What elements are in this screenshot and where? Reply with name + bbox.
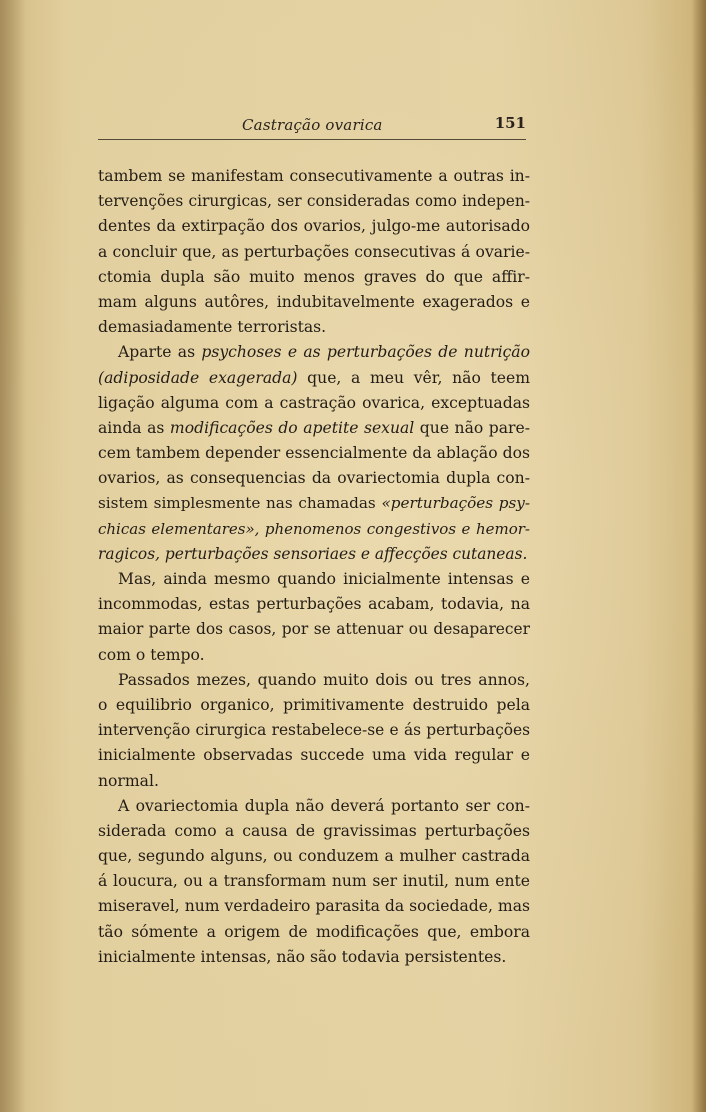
running-title: Castração ovarica <box>242 116 383 134</box>
text-line: tervenções cirurgicas, ser consideradas como indepen- <box>98 192 530 211</box>
italic-run: modificações do apetite sexual <box>169 418 415 437</box>
text-line: incommodas, estas perturbações acabam, todavia, na <box>98 595 530 614</box>
text-line: a concluir que, as perturbações consecutivas á ovarie- <box>98 242 530 261</box>
paragraph-4 <box>98 668 530 794</box>
text-line: demasiadamente terroristas. <box>98 318 327 337</box>
text-line: ovarios, as consequencias da ovariectomia dupla con- <box>98 469 530 488</box>
text-line: Passados mezes, quando muito dois ou tres annos, <box>118 670 530 689</box>
text-run: que não pare- <box>414 418 530 437</box>
text-line: miseravel, num verdadeiro parasita da sociedade, mas <box>98 897 530 916</box>
text-line: tão sómente a origem de modificações que, embora <box>98 922 530 941</box>
text-line <box>98 366 530 391</box>
text-run: ainda as <box>98 418 170 437</box>
text-line: Mas, ainda mesmo quando inicialmente intensas e <box>118 570 530 588</box>
paragraph-1 <box>98 164 530 340</box>
italic-run: chicas elementares», <box>98 519 260 538</box>
body-text <box>98 164 530 970</box>
paragraph-5 <box>98 794 530 970</box>
text-line: intervenção cirurgica restabelece-se e ás perturbações <box>98 721 530 740</box>
text-line <box>98 416 530 441</box>
text-line: inicialmente intensas, não são todavia persistentes. <box>98 947 507 966</box>
page-edge <box>692 0 706 1112</box>
text-line: dentes da extirpação dos ovarios, julgo-me autorisado <box>98 217 530 236</box>
text-line <box>98 340 530 365</box>
text-line: á loucura, ou a transformam num ser inutil, num ente <box>98 872 530 891</box>
text-line: que, segundo alguns, ou conduzem a mulher castrada <box>98 847 530 866</box>
text-run: Aparte as <box>118 343 202 362</box>
italic-run: «perturbações psy- <box>381 494 530 513</box>
italic-run: (adiposidade exagerada) <box>98 368 298 387</box>
header-rule <box>98 139 526 140</box>
italic-run: psychoses e as perturbações de nutrição <box>201 343 530 362</box>
italic-run: phenomenos congestivos e hemor- <box>259 519 530 538</box>
text-line: inicialmente observadas succede uma vida regular e <box>98 746 530 765</box>
text-line <box>98 517 530 542</box>
paragraph-2 <box>98 340 530 567</box>
paragraph-3 <box>98 567 530 668</box>
text-line: mam alguns autôres, indubitavelmente exagerados e <box>98 292 530 311</box>
text-line <box>98 491 530 516</box>
text-line: ctomia dupla são muito menos graves do que affir- <box>98 267 530 286</box>
text-run: sistem simplesmente nas chamadas <box>98 494 382 513</box>
text-line: tambem se manifestam consecutivamente a outras in- <box>98 167 530 185</box>
text-line: ligação alguma com a castração ovarica, exceptuadas <box>98 393 530 412</box>
text-line: o equilibrio organico, primitivamente destruido pela <box>98 695 530 714</box>
spine-shadow <box>0 0 26 1112</box>
text-line: com o tempo. <box>98 645 205 664</box>
page-number: 151 <box>494 114 526 132</box>
text-line: normal. <box>98 771 159 790</box>
text-line: A ovariectomia dupla não deverá portanto ser con- <box>118 796 530 815</box>
running-header <box>98 112 528 142</box>
text-run: que, a meu vêr, não teem <box>297 368 530 387</box>
text-line: ragicos, perturbações sensoriaes e affecções cutaneas. <box>98 544 528 563</box>
text-line: maior parte dos casos, por se attenuar ou desaparecer <box>98 620 530 639</box>
text-line: siderada como a causa de gravissimas perturbações <box>98 821 530 840</box>
text-line: cem tambem depender essencialmente da ablação dos <box>98 444 530 463</box>
